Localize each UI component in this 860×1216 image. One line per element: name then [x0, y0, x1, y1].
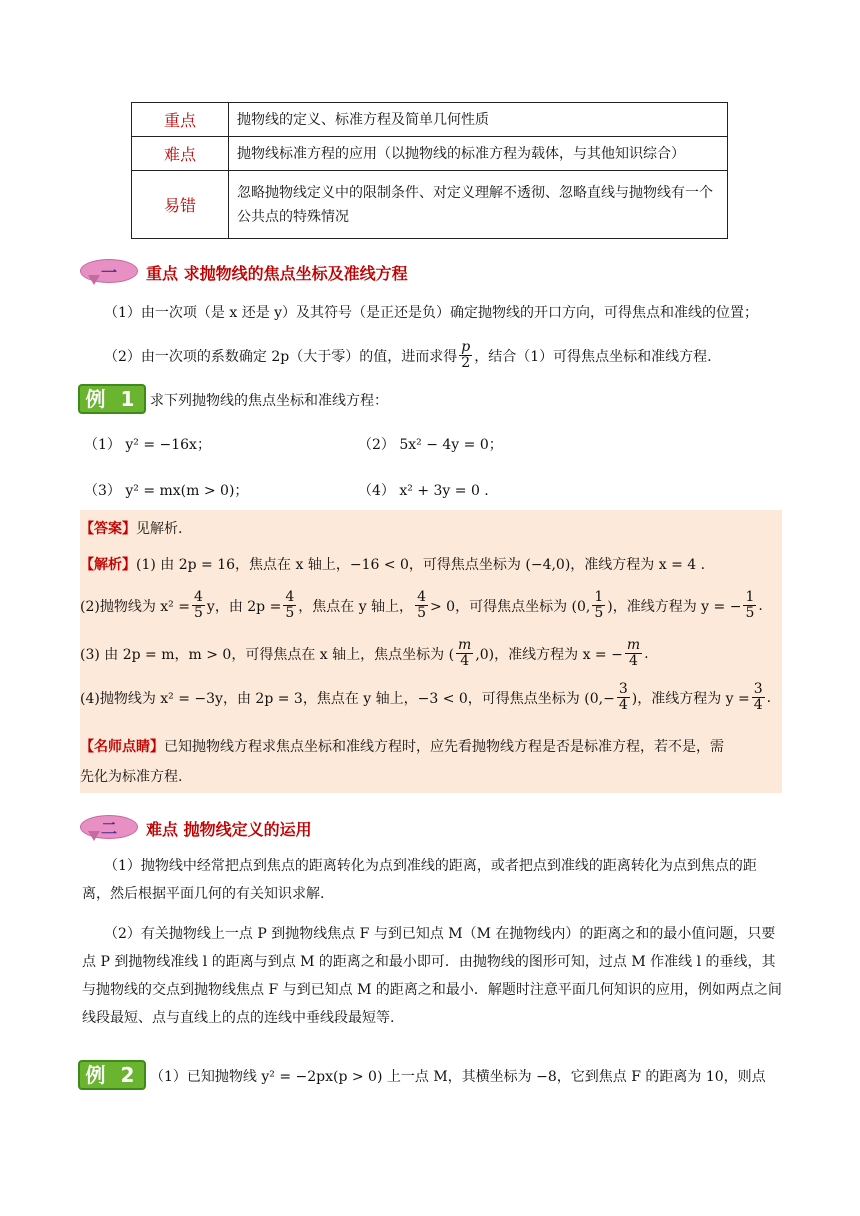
tip-tag: 【名师点睛】 — [80, 739, 164, 755]
answer-line — [80, 518, 182, 538]
tip-text: 已知抛物线方程求焦点坐标和准线方程时，应先看抛物线方程是否是标准方程，若不是，需 — [164, 739, 724, 755]
speech-bubble-icon — [80, 815, 138, 841]
section2-paragraph-2: （2）有关抛物线上一点 P 到抛物线焦点 F 与到已知点 M（M 在抛物线内）的距离之和的最小值问题，只要点 P 到抛物线准线 l 的距离与到点 M 的距离之和最小即可．由抛物线的图形可知，过点 M 作准线 l 的垂线，其与抛物线的交点到抛物线焦点 F 与到已知点 M 的距离之和最小．解题时注意平面几何知识的应用，例如两点之间线段最短、点与直线上的点的连线中垂线段最短等. — [82, 926, 782, 1026]
row-label: 易错 — [132, 171, 229, 239]
example2-text: （1）已知抛物线 y² = −2px(p > 0) 上一点 M，其横坐标为 −8，它到焦点 F 的距离为 10，则点 — [150, 1069, 766, 1085]
row-label: 难点 — [132, 137, 229, 171]
example-badge-1: 例 1 — [78, 384, 146, 414]
section1-paragraph-2 — [104, 340, 712, 371]
fraction: $\frac{p}{2}$ — [461, 339, 471, 371]
solution-line-2: (2)抛物线为 x² = $\frac{4}{5}$ y，由 2p = $\frac{4}{5}$ ，焦点在 y 轴上， $\frac{4}{5}$ > 0，可得焦点坐标为 (0, $\frac{1}{5}$ )，准线方程为 y = − $\frac{1}{5}$ . — [80, 589, 763, 621]
answer-text: 见解析. — [136, 521, 183, 537]
section1-paragraph-1: （1）由一次项（是 x 还是 y）及其符号（是正还是负）确定抛物线的开口方向，可得焦点和准线的位置； — [104, 305, 759, 321]
row-label: 重点 — [132, 103, 229, 137]
example-badge-2: 例 2 — [78, 1060, 146, 1090]
tip-line-2: 先化为标准方程. — [80, 769, 183, 785]
paragraph-text: （2）由一次项的系数确定 2p（大于零）的值，进而求得 — [104, 348, 458, 365]
answer-panel — [80, 510, 782, 793]
solution-tag: 【解析】 — [80, 557, 136, 573]
table-row — [132, 171, 728, 239]
example1-item-4: （4） x² + 3y = 0 . — [358, 483, 489, 499]
example1-item-1: （1） y² = −16x； — [84, 437, 211, 453]
answer-tag: 【答案】 — [80, 521, 136, 537]
solution-line-3: (3) 由 2p = m，m > 0，可得焦点在 x 轴上，焦点坐标为 ( $\frac{m}{4}$ ,0)，准线方程为 x = − $\frac{m}{4}$ . — [80, 637, 649, 669]
section-title: 重点 求抛物线的焦点坐标及准线方程 — [146, 263, 408, 283]
section-header-2 — [80, 814, 312, 842]
speech-bubble-icon — [80, 259, 138, 285]
row-text: 抛物线的定义、标准方程及简单几何性质 — [229, 103, 728, 137]
row-text: 忽略抛物线定义中的限制条件、对定义理解不透彻、忽略直线与抛物线有一个公共点的特殊情况 — [229, 171, 728, 239]
solution-line-4: (4)抛物线为 x² = −3y，由 2p = 3，焦点在 y 轴上，−3 < 0，可得焦点坐标为 (0,− $\frac{3}{4}$ )，准线方程为 y = $\frac{3}{4}$ . — [80, 681, 772, 713]
tip-line-1 — [80, 736, 724, 756]
section-title: 难点 抛物线定义的运用 — [146, 819, 312, 839]
solution-line-1 — [80, 554, 705, 574]
solution-text: (1) 由 2p = 16，焦点在 x 轴上，−16 < 0，可得焦点坐标为 (−4,0)，准线方程为 x = 4 . — [136, 557, 706, 573]
example1-item-2: （2） 5x² − 4y = 0； — [358, 437, 503, 453]
example1-prompt: 求下列抛物线的焦点坐标和准线方程： — [150, 393, 388, 409]
section-number: 一 — [100, 263, 117, 282]
section2-paragraph-1: （1）抛物线中经常把点到焦点的距离转化为点到准线的距离，或者把点到准线的距离转化为点到焦点的距离，然后根据平面几何的有关知识求解. — [82, 858, 757, 902]
table-row — [132, 103, 728, 137]
row-text: 抛物线标准方程的应用（以抛物线的标准方程为载体，与其他知识综合） — [229, 137, 728, 171]
key-points-table — [131, 102, 728, 239]
section-header-1 — [80, 258, 408, 286]
section-number: 二 — [100, 819, 117, 838]
table-row — [132, 137, 728, 171]
paragraph-text: ，结合（1）可得焦点坐标和准线方程. — [474, 348, 712, 365]
example1-item-3: （3） y² = mx(m > 0)； — [84, 483, 249, 499]
